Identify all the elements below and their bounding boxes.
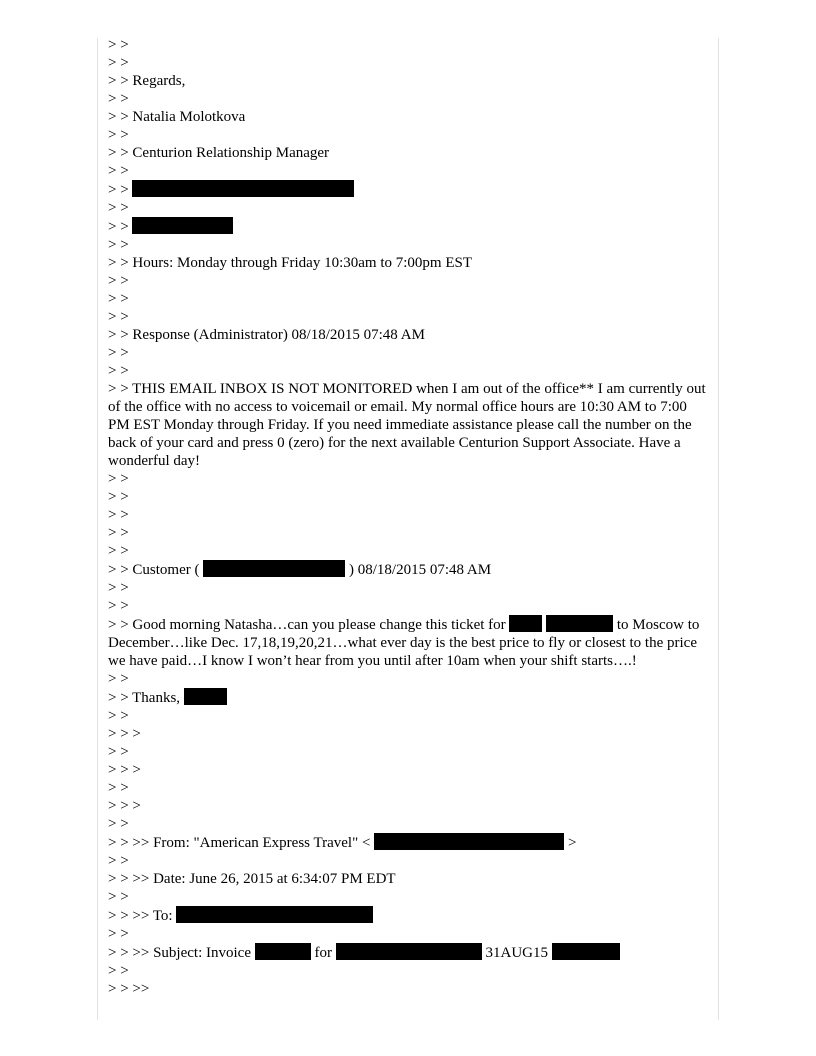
date-line: > > >> Date: June 26, 2015 at 6:34:07 PM EDT (108, 871, 396, 887)
from-prefix: > > >> From: "American Express Travel" < (108, 835, 371, 851)
customer-message-start: > > Good morning Natasha…can you please change this ticket for (108, 617, 506, 633)
subject-line (108, 943, 708, 962)
thanks-text: > > Thanks, (108, 690, 181, 706)
response-header: > > Response (Administrator) 08/18/2015 07:48 AM (108, 327, 425, 343)
subject-date: 31AUG15 (485, 945, 548, 961)
quote-line: > > (108, 507, 129, 523)
quote-marker: > > (108, 182, 129, 198)
quote-line: > > > (108, 726, 141, 742)
redaction-block (552, 943, 620, 960)
sender-name: > > Natalia Molotkova (108, 109, 246, 125)
quote-line: > > (108, 55, 129, 71)
quote-line: > > (108, 780, 129, 796)
sender-title: > > Centurion Relationship Manager (108, 145, 330, 161)
hours-line: > > Hours: Monday through Friday 10:30am to 7:00pm EST (108, 255, 472, 271)
to-line (108, 906, 708, 925)
from-line (108, 833, 708, 852)
quote-line: > > (108, 237, 129, 253)
redaction-block (374, 833, 564, 850)
customer-prefix: > > Customer ( (108, 562, 200, 578)
redacted-contact-line (108, 217, 708, 236)
regards-line: > > Regards, (108, 73, 186, 89)
quote-line: > > (108, 671, 129, 687)
thanks-line (108, 688, 708, 707)
quote-line: > > (108, 598, 129, 614)
quote-line: > > (108, 525, 129, 541)
quote-line: > > (108, 708, 129, 724)
quote-line: > > (108, 853, 129, 869)
quote-marker: > > (108, 219, 129, 235)
redaction-block (184, 688, 227, 705)
customer-message (108, 615, 708, 670)
redacted-contact-line (108, 180, 708, 199)
redaction-block (336, 943, 482, 960)
redaction-block (132, 217, 233, 234)
customer-suffix: ) 08/18/2015 07:48 AM (349, 562, 492, 578)
quote-line: > > (108, 543, 129, 559)
redaction-block (176, 906, 373, 923)
subject-for: for (314, 945, 332, 961)
quote-line: > > (108, 345, 129, 361)
quote-line: > > > (108, 798, 141, 814)
quote-line: > > (108, 200, 129, 216)
quote-line: > > (108, 744, 129, 760)
quote-line: > > (108, 309, 129, 325)
quote-line: > > >> (108, 981, 150, 997)
quote-line: > > (108, 471, 129, 487)
customer-header (108, 560, 708, 579)
quote-line: > > (108, 489, 129, 505)
to-prefix: > > >> To: (108, 908, 173, 924)
quote-line: > > (108, 816, 129, 832)
quote-line: > > > (108, 762, 141, 778)
redaction-block (203, 560, 345, 577)
redaction-block (132, 180, 354, 197)
redaction-block (255, 943, 311, 960)
quote-line: > > (108, 91, 129, 107)
quote-line: > > (108, 291, 129, 307)
redaction-block (546, 615, 613, 632)
quote-line: > > (108, 363, 129, 379)
quote-line: > > (108, 273, 129, 289)
customer-message-end: to Moscow to December…like Dec. 17,18,19,20,21…what ever day is the best price to fly or closest to the price we have paid…I know I won’t hear from you until after 10am when your shift starts….! (108, 617, 700, 669)
quote-line: > > (108, 926, 129, 942)
quote-line: > > (108, 963, 129, 979)
quote-line: > > (108, 580, 129, 596)
auto-reply-message: > > THIS EMAIL INBOX IS NOT MONITORED when I am out of the office** I am currently out of the office with no access to voicemail or email. My normal office hours are 10:30 AM to 7:00 PM EST Monday through Friday. If you need immediate assistance please call the number on the back of your card and press 0 (zero) for the next available Centurion Support Associate. Have a wonderful day! (108, 381, 706, 469)
subject-prefix: > > >> Subject: Invoice (108, 945, 251, 961)
quote-line: > > (108, 889, 129, 905)
quote-line: > > (108, 37, 129, 53)
from-suffix: > (567, 835, 577, 851)
email-thread (108, 36, 708, 998)
redaction-block (509, 615, 542, 632)
quote-line: > > (108, 163, 129, 179)
quote-line: > > (108, 127, 129, 143)
